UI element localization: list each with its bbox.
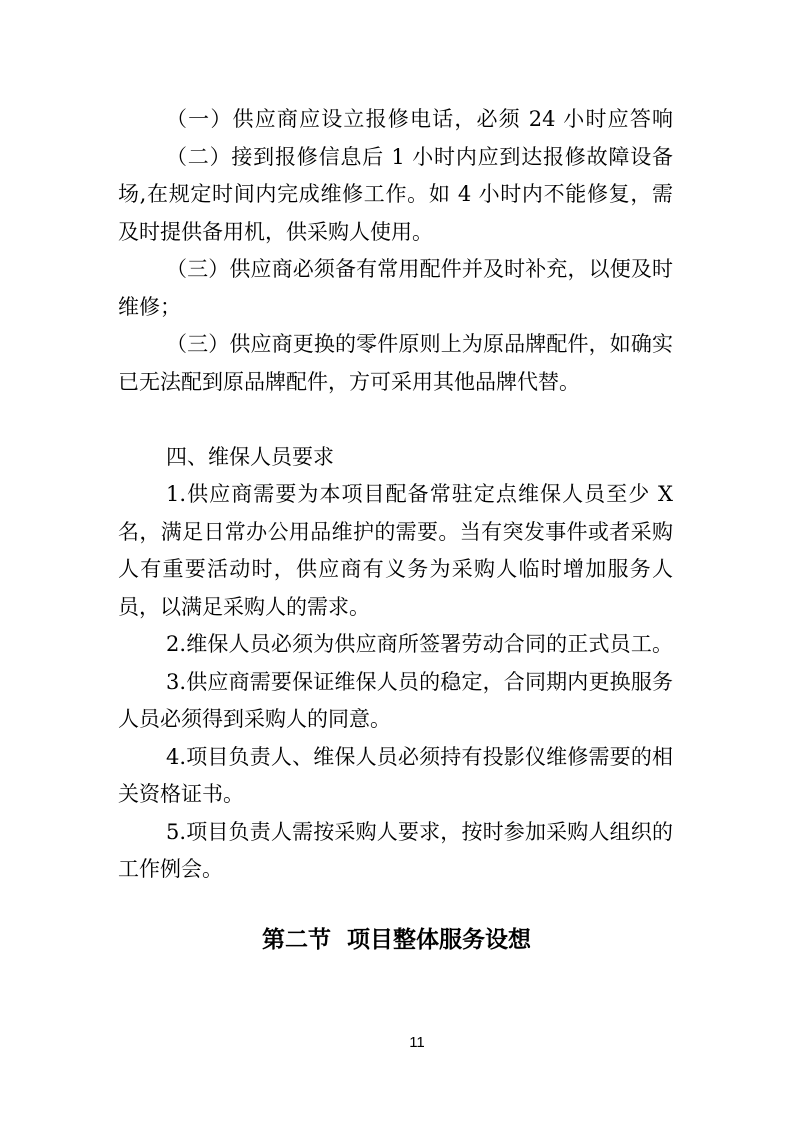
paragraph-3 xyxy=(118,251,673,326)
requirement-3 xyxy=(118,664,673,739)
requirement-4 xyxy=(118,739,673,814)
text-line: （三）供应商更换的零件原则上为原品牌配件，如确实 xyxy=(166,332,673,356)
subsection-heading: 四、维保人员要求 xyxy=(166,444,334,469)
text-line: 人有重要活动时，供应商有义务为采购人临时增加服务人 xyxy=(118,557,673,581)
paragraph-2 xyxy=(118,139,673,252)
text-line: 场,在规定时间内完成维修工作。如 4 小时内不能修复，需 xyxy=(118,182,673,206)
text-line: 工作例会。 xyxy=(118,857,223,881)
text-line: 已无法配到原品牌配件，方可采用其他品牌代替。 xyxy=(118,369,580,394)
text-line: 人员必须得到采购人的同意。 xyxy=(118,707,391,731)
blank-line xyxy=(118,401,673,439)
text-line: （二）接到报修信息后 1 小时内应到达报修故障设备 xyxy=(166,144,673,169)
text-line: 3.供应商需要保证维保人员的稳定，合同期内更换服务 xyxy=(166,669,673,694)
text-line: 关资格证书。 xyxy=(118,782,244,806)
text-line: 名，满足日常办公用品维护的需要。当有突发事件或者采购 xyxy=(118,519,673,544)
text-line: 维修； xyxy=(118,294,181,319)
requirement-2 xyxy=(118,626,673,664)
text-line: 1.供应商需要为本项目配备常驻定点维保人员至少 X xyxy=(166,482,673,506)
text-line: 2.维保人员必须为供应商所签署劳动合同的正式员工。 xyxy=(166,632,673,656)
document-body xyxy=(118,101,673,889)
text-line: （三）供应商必须备有常用配件并及时补充，以便及时 xyxy=(166,257,673,281)
page-number: 11 xyxy=(409,1034,425,1051)
requirement-5 xyxy=(118,814,673,889)
text-line: 员，以满足采购人的需求。 xyxy=(118,594,370,619)
text-line: 4.项目负责人、维保人员必须持有投影仪维修需要的相 xyxy=(166,744,673,769)
requirement-1 xyxy=(118,476,673,626)
text-line: 5.项目负责人需按采购人要求，按时参加采购人组织的 xyxy=(166,819,673,844)
text-line: （一）供应商应设立报修电话，必须 24 小时应答响 xyxy=(166,107,673,131)
section-heading: 第二节 项目整体服务设想 xyxy=(261,927,531,953)
paragraph-4 xyxy=(118,326,673,401)
text-line: 及时提供备用机，供采购人使用。 xyxy=(118,219,433,244)
paragraph-1 xyxy=(118,101,673,139)
